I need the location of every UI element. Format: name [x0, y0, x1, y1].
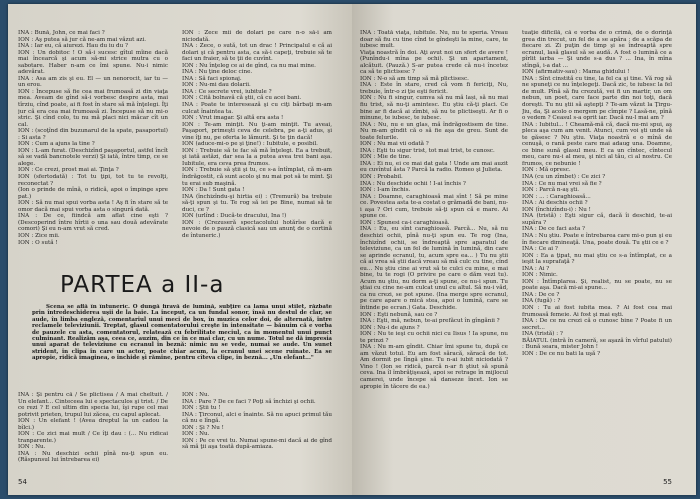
dialogue-line: INA (închizîndu-şi hirtia ei) : (Tremură) ba trebuie să-ţi spun şi tu. Te rog să iei pe Bine, numai să te duci, ce ?: [182, 193, 332, 213]
dialogue-line: ION : Nu.: [182, 392, 210, 398]
dialogue-line: INA : Ei nu, ei ce mai dat gata ! Unde am mai auzit eu cuvîntul ăsta ? Parcă la radio. Romeo şi Julieta.: [360, 160, 508, 174]
dialogue-line: ION : Ştii tu !: [182, 405, 221, 412]
dialogue-line: ION : (scoţînd din buzunarul de la spate, pasaportul) : Si asta ?: [18, 128, 168, 141]
dialogue-line: INA : Ai ?: [522, 265, 550, 272]
dialogue-line: INA : De ce nu crezi că o cunosc bine ? Poate fi un secret...: [522, 318, 672, 331]
dialogue-line: ION : Zece mii de dolari pe care n-o să-i am niciodată.: [182, 30, 332, 43]
dialogue-line: INA : Eşti tu sigur trist, tot mai trist, te cunosc.: [360, 147, 495, 154]
dialogue-line: ION (aduce-mi-o pe şi ţine!) : Iubitule, e posibil.: [182, 141, 318, 148]
dialogue-line: INA : Ce nu mai vrei să fie ?: [522, 180, 602, 187]
dialogue-line: ION : Ce zici mai mult / Ce îţi dau : (... Nu ridicai tranparente.): [18, 431, 168, 444]
dialogue-line: ION : Mie de tine.: [360, 154, 412, 161]
dialogue-line: (Ion o prinde de mînă, o ridică, apoi o împinge spre pat.): [18, 187, 168, 200]
left-page-column-1: [18, 30, 168, 276]
dialogue-line: INA : Eu, eu sînt caraghioasă. Parcă... Nu, să nu deschizi ochii, pînă nu-ţi spun eu. Te rog (Ina, închizînd ochii, se îndreaptă spre aparatul de televiziune, ca un fel de lumină în lumină, din care se aprinde ecranul, tu, acum spre ea... ) Tu nu ştii că ai vrea să ştii dacă vreau să mă culc cu tine, cînd eu... Nu ştiu cine ai vrut să te culci cu mine, e mai bine, tu te rogi (O privire pe care o dăm vezi tu). Acum nu ştiu, nu dorm a-ţi spune, ce nu-i spun. Tu ştiai cu cine ne-am culcat unul cu altul. Să nu-i văd, ca nu crezi, se pot spune. (Ina merge spre ecranul, pe care apare o mică stea, apoi o lumină, care se întinde pe ecran.) Gata. Deschide.: [360, 226, 508, 311]
dialogue-line: ION : Un dobitoc ! O să-i sucesc gîtul mîine dacă mai încearcă şi acum să-mi strice mutra cu o sabotare. Haber n-am ce îmi spune. Nu-i nimic adevărat.: [18, 49, 168, 76]
dialogue-line: ION : Nu mai vii odată ?: [360, 141, 429, 148]
left-page: [8, 4, 352, 495]
dialogue-line: ION : (Crezuseră spectacolului hotărîse dacă e nevoie de o pauză clasică sau un anunţ de o cortină de întuneric.): [182, 219, 332, 239]
dialogue-line: ION : Tu ai fost iubita mea. ? Ai fost cea mai frumoasă femeie. Ai fost şi mai eşti.: [522, 304, 672, 318]
book-spread: [8, 4, 696, 495]
dialogue-line: ION : Să nu mai spui vorba asta ! Aş fi în stare să te omor dacă mai spui vorba asta o singură dată.: [18, 200, 168, 213]
dialogue-line: ION : Nu te ieşi cu ochii nici cu Iisus ! Ia spune, nu te prinzi ?: [360, 331, 508, 344]
dialogue-line: ION : O sută !: [18, 239, 58, 246]
dialogue-line: INA : Iar eu, că aiurezi. Hau du iu du ?: [18, 43, 128, 50]
dialogue-line: INA (tristă) : Eşti sigur că, dacă îi deschid, te-ai supăra ?: [522, 213, 672, 226]
dialogue-line: INA : Eşti, mă, nebun, te-ai prefăcut în gîngănii ?: [360, 318, 500, 325]
dialogue-line: INA (cu un zîmbet) : Ce zici ?: [522, 174, 606, 181]
dialogue-line: ION : Începuse să fie cea mai frumoasă zi din viaţa mea. Aveam de gînd să-i vorbesc despre asta, mai tîrziu, cînd poate, ai fi fost în stare să mă înţelegi. Îţi jur că era cea mai frumoasă zi. Începuse să nu mi-o stric. Şi cînd colo, tu nu mă placi nici măcar cît un cal.: [18, 88, 168, 128]
dialogue-line: INA : Poate te interesează şi cu ciţi bărbaţi m-am culcat înaintea ta.: [182, 102, 332, 115]
dialogue-line: ION : Zice mii.: [18, 232, 60, 239]
dialogue-line: INA : Ţirconul, alci e înainte. Să nu apuci primul tău că nu e lîngă.: [182, 411, 332, 425]
dialogue-line: INA : Şi pentru că / Se plictisea / A mai cheltuit. / Un elefant... Cinteceea lui e spectaculos şi trist. / De ce rezi ? E cel ultim din specia lui, îşi rupe cel mai potrivit prieten, trupul lui zăcea, cu capul aplecat.: [18, 392, 168, 418]
stage-direction: Scena se află în întuneric. O dungă firavă de lumină, subţire ca lama unui stilet, răzbate prin întredeschiderea uşii de la baie. La început, ca un fundal sonor, însă nu destul de clar, se aude, în limba engleză, comentariul unui meci de box, în muzica celor doi, de alternată, între reclamele televiziunii. Treptat, glasul comentatorului creşte în intensitate — bănuim că e vorba de pauzele cu asta, comentatorul, relatează cu febrilitate meciul, ca în momentul unui punct culminant. Realizăm aşa, ceea ce, auzim, din ce în ce mai clar, cu un nume. Totul ne dă impresia unui aparat de televiziune cu ecranul în beznă: nimic nu se vede, numai se aude. Un sunet strident, în clipa în care un actor, poate chiar acum, la ecranul unei scene ruinate. Ea se apropie, ridică imaginea, o închide şi rămîne, pentru cîteva clipe, în beznă... „Un elefant...": [32, 304, 332, 362]
right-page-column-2: [522, 30, 672, 474]
dialogue-line: INA : De ce ?: [522, 291, 560, 298]
dialogue-line: ION : Aş putea să jur că ne-am mai văzut azi.: [18, 36, 147, 43]
dialogue-line: ION : Ea a ţipat, nu mai ştiu ce s-a întîmplat, ce a ieşit la suprafaţă ?: [522, 252, 672, 266]
dialogue-line: ION : Da ! Sunt gata !: [182, 187, 245, 194]
dialogue-line: Viaţa noastră în doi. Aţi avut noi un sfert de avere ! (Punîndu-i mîna pe ochi). Şi un apartament, alcătuit. (Pauză.) S-ar putea crede că nu-i încetez ca să te plictisesc ?: [360, 49, 508, 76]
dialogue-line: INA : Iubitul... ! Cheamă-mă că, dacă nu-mi spui, aş pleca aşa cum am venit. Atunci, cum voi şti unde să te găsesc ? Nu ştiu. Viaţa noastră e o mînă de cenuşă, o rană peste care mai adaug una. Doamne, ce bine sună glasul meu. E ca un cîntec, cîntecul meu, care nu-i al meu, şi nici al tău, ci al nostru. Ce frumos, ce nebunie !: [522, 121, 672, 167]
dialogue-line: INA : Este în stare, cred că vom fi fericiţi, Nu, trebuie, într-o zi ţie eşti fericit.: [360, 82, 508, 95]
dialogue-line: INA : Asa am zis şi eu. El — un nenorocit, iar tu — un erou.: [18, 75, 168, 89]
dialogue-line: ION : Vrut imagar. Şi altă era asta !: [182, 115, 284, 122]
dialogue-line: ION : Mă opresc.: [522, 167, 571, 174]
dialogue-line: INA : Toată viaţa, iubitule. Nu, nu te speria. Vreau doar să fiu cu tine cînd te gîndeşti la mine, care, te iubesc mult.: [360, 30, 508, 50]
dialogue-line: tuaţie dificilă, că e vorba de o crimă, de o dorinţă grea din trecut, un fel de a se apăra ; de a scăpa de fiecare zi. Zi puţin de timp şi se îndreaptă spre ecranul, lasă glasul să se audă. A fost o lumină ce a pîrlit iarba — Şi unde s-a dus ? ... Ina, în mîna stîngă, i-a dat ...: [522, 30, 672, 69]
dialogue-line: ION (închizîndu-i) : Nu !: [522, 206, 591, 213]
dialogue-line: ION : I-am închis.: [360, 187, 411, 194]
dialogue-line: INA : Să faci spionaj.: [182, 75, 242, 82]
dialogue-line: ION (afirmativ-sau) : Mama ghidului !: [522, 69, 630, 76]
dialogue-line: ION : N-o să am timp să mă plictisesc.: [360, 75, 469, 82]
dialogue-line: ION : Nu-mi dau dolarii.: [182, 82, 251, 89]
dialogue-line: INA : Bună, John, ce mai faci ?: [18, 30, 105, 36]
dialogue-line: INA : Nu m-am gîndit. Chiar îmi spune tu, după ce am văzut totul. Eu am fost săracă, săracă de tot. Am dormit pe lîngă şine. Tu n-ai iubit niciodată ? Vino ! (Ion se ridică, parcă n-ar fi ştiut să spună ceva. Ina îl îmbrăţişează, apoi se retrage în mijlocul camerei, unde începe să danseze încet. Ion se apropie în tăcere de ea.): [360, 344, 508, 390]
dialogue-line: ION : Cită bolnavă că ştii, că cu acei bani.: [182, 95, 302, 102]
dialogue-line: INA : Nu deschide ochii ! I-ai închis ?: [360, 180, 466, 187]
dialogue-line: ION : Trebuie să ştii şi tu, ce s-a întîmplat, că m-am îndrăgostit, că sunt acolo şi nu mai pot să te mint. Şi tu erai sub maşină.: [182, 167, 332, 187]
dialogue-line: ION : Nu-i de ajuns ?: [360, 324, 420, 331]
dialogue-line: ION (urlînd : Ducă-te dracului, Ina !): [182, 213, 287, 220]
left-page-bottom-column-2: [182, 392, 332, 478]
dialogue-line: ION : Te-am minţit. Nu ţi-am minţit. Tu aveai, Paşaport, primeşti ceva de celebra, pe a-ţi adus, şi vine îţi nu, pe oferta le lămurit. Şi te ţin dacă!: [182, 121, 332, 141]
page-number-left: 54: [18, 478, 27, 486]
dialogue-line: ION : Nu înţeleg ce ai de gînd, ca nu mai mine.: [182, 62, 316, 69]
dialogue-line: ION : L-am furat. (Deschizînd paşaportul, astfel încît să se vadă bancnotele verzi) Şi iată, între timp, ce se alege.: [18, 147, 168, 167]
dialogue-line: ION : De ce nu bati la uşă ?: [522, 350, 601, 357]
left-page-bottom-column-1: [18, 392, 168, 478]
dialogue-line: ION : Parcă n-aş şti.: [522, 187, 580, 194]
dialogue-line: ION : Ce crezi, prost mai ai. Ţinţa ?: [18, 167, 119, 174]
dialogue-line: INA : Nu ştiu. Poate e întrebarea care mi-o pun şi eu în fiecare dimineaţă. Una, poate două. Tu ştii ce e ?: [522, 232, 672, 246]
page-number-right: 55: [663, 478, 672, 486]
dialogue-line: INA : Zece, o sută, tot un drac ! Principalul e că ai dolari şi că pentru asta, ca să-i capeţi, trebuie să te faci un fraier, să te ţii de cuvînt.: [182, 43, 332, 63]
dialogue-line: INA : Ce ai ?: [522, 246, 558, 253]
dialogue-line: INA : Ai deschis ochii ?: [522, 200, 588, 207]
right-page-column-1: [360, 30, 508, 474]
dialogue-line: BĂIATUL (intră în cameră, se aşază în vîrful patului) : Bună seara, mister John !: [522, 337, 672, 351]
left-page-column-2: [182, 30, 332, 276]
dialogue-line: INA : Doamne, caraghioasă mai sînt ! Să pe mine ce. Povestea asta te-a costat o grămadă de bani, nu-i aşa ? Ori cum, trebuie să-ţi spun că e mare. Ai spune ce.: [360, 193, 508, 220]
right-page: [352, 4, 696, 495]
dialogue-line: INA : Nu deschizi ochii pînă nu-ţi spun eu. (Răspunsul lui întrebarea ei): [18, 450, 168, 464]
dialogue-line: INA : De ce, fiindcă am aflat cine eşti ? (Descoperind între hîrtii o una sau două adevărate comori) Şi eu n-am vrut să cred.: [18, 213, 168, 233]
dialogue-line: ION : Nu.: [182, 431, 210, 438]
dialogue-line: ION : Nimic.: [522, 272, 558, 279]
dialogue-line: ION : Pe ce vrei tu. Numai spune-mi dacă ai de gînd să mă ţii aşa toată după-amiaza.: [182, 437, 332, 451]
dialogue-line: ION : Şi ? Nu !: [182, 424, 224, 431]
dialogue-line: ION : ... : Caraghioasă...: [522, 193, 591, 200]
dialogue-line: INA (fugă) : ?: [522, 298, 561, 305]
dialogue-line: INA : Nu, nu e un glas, mă îndrăgostisem de tine. Nu m-am gîndit că o să fie aşa de greu. Sunt de toate felurile.: [360, 121, 508, 141]
dialogue-line: ION : Trebuie să te fac să mă înţelegi. Ea a trebuit, şi iată astăzi, dar sea la a putea avea trei bani aşa. Iubitule, era ceva prea frumos.: [182, 147, 332, 167]
act-title: PARTEA a II-a: [60, 272, 225, 298]
dialogue-line: ION : Eşti nebună, sau ce ?: [360, 311, 438, 318]
dialogue-line: ION : Întîmplarea. Şi, realist, nu se poate, nu se poate aşa. Dacă mi-ai spune...: [522, 278, 672, 292]
dialogue-line: ION : Nu fi singur, cumva să nu mă lași, să nu mai fiu trist, să nu-ţi amintesc. Eu ştiu că-ţi placi. Ce bine ar fi dacă ai zîmbi, să nu te plictiseşti. Ar fi o minune, te iubesc, te iubesc.: [360, 95, 508, 122]
dialogue-line: INA : Ce secrete vrei, iubitule ?: [182, 88, 272, 95]
dialogue-line: INA (tristă) : ?: [522, 331, 563, 338]
dialogue-line: INA : Pare ? De ce faci ? Poţi să închizi şi ochii.: [182, 398, 316, 405]
dialogue-line: INA : Sînt cinstită cu tine, la fel ca şi tine. Vă rog să ne spuneţi ce nu înţelegeţi. Dacă zic, te iubesc la fel de mult. Pînă să fiu crezută, vei fi un martir, un om nebun, un poet, care face parte din noi toţi, dacă doreşti. Tu nu ştii să aştepţi ? Te-am văzut la Ţirgu-Jiu, da, Şi acolo o mergem pe cîmpie ? Lasă-ne, pînă o vedem ? Ceasul s-a oprit iar. Dacă nu-l mai am ?: [522, 75, 672, 122]
dialogue-line: ION : Probabil.: [360, 174, 403, 181]
dialogue-line: ION : Cum a ajuns la tine ?: [18, 141, 95, 148]
dialogue-line: ION : Spunesi ca-i caraghioasă.: [360, 219, 450, 226]
dialogue-line: ION : Un elefant ! (Avea dreptul la un cadou la bîlci.): [18, 418, 168, 431]
dialogue-line: ION (sfertodată) : Tot tu ţipi, tot tu te revolţi, reconectat ?: [18, 174, 168, 187]
dialogue-line: ION : Nu.: [18, 444, 46, 451]
dialogue-line: INA : Nu ţine deloc cine.: [182, 69, 253, 76]
dialogue-line: INA : De ce faci asta ?: [522, 226, 586, 233]
